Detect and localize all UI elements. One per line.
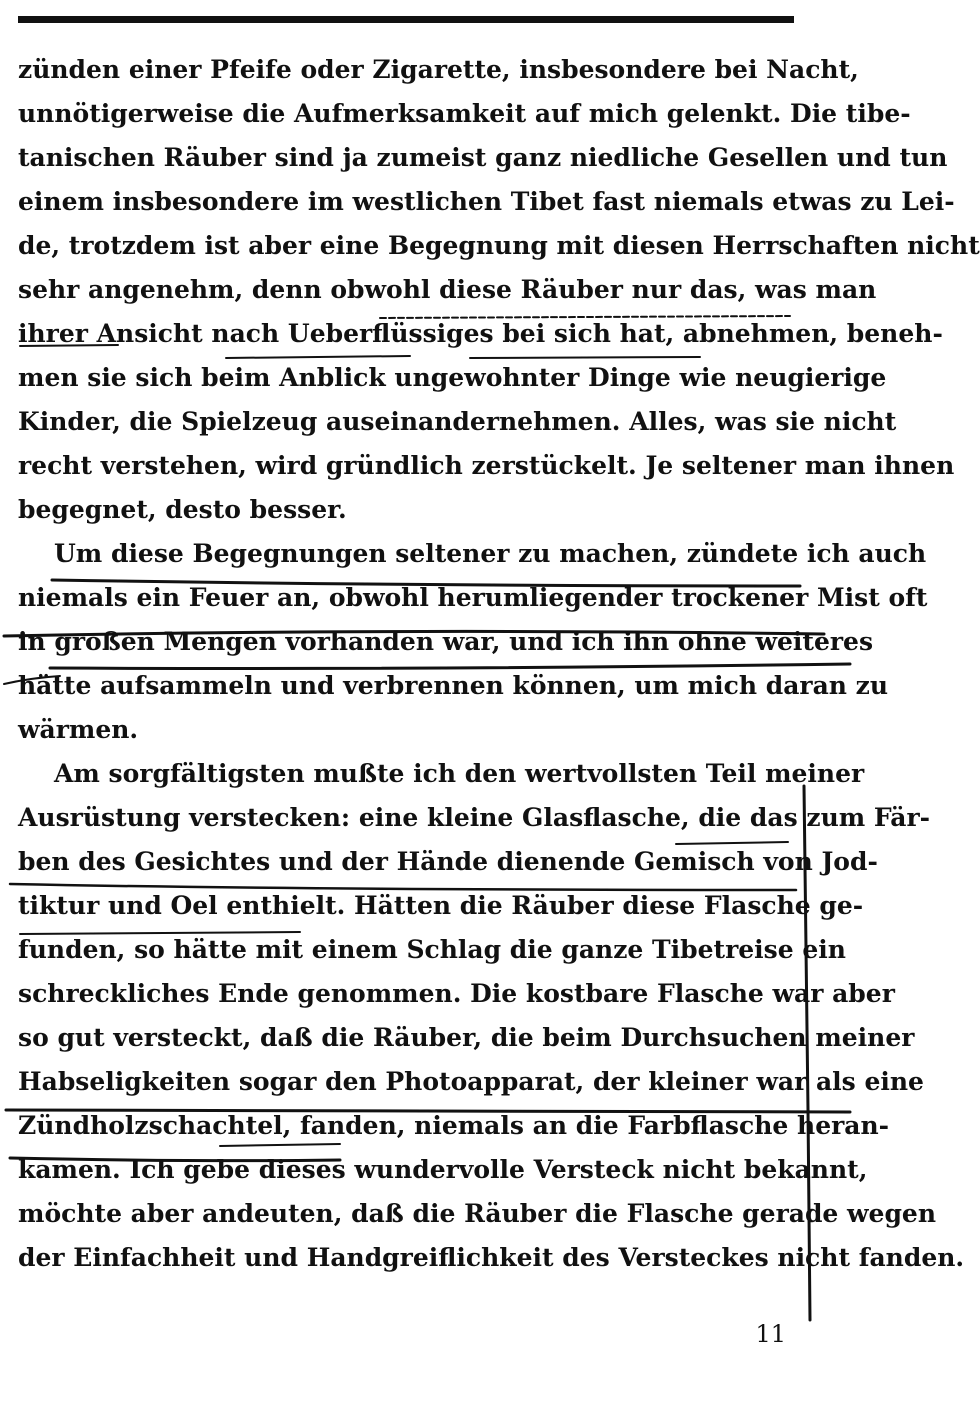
paragraph-3 [18,752,965,1280]
text-line: hätte aufsammeln und verbrennen können, um mich daran zu [18,671,889,700]
text-block [18,48,980,1280]
text-line: unnötigerweise die Aufmerksamkeit auf mich gelenkt. Die tibe- [18,99,911,128]
text-line: tanischen Räuber sind ja zumeist ganz niedliche Gesellen und tun [18,143,948,172]
text-line: wärmen. [18,715,139,744]
text-line: ihrer Ansicht nach Ueberflüssiges bei sich hat, abnehmen, beneh- [18,319,943,348]
text-line: funden, so hätte mit einem Schlag die ganze Tibetreise ein [18,935,846,964]
text-line: Habseligkeiten sogar den Photoapparat, der kleiner war als eine [18,1067,924,1096]
text-line: men sie sich beim Anblick ungewohnter Dinge wie neugierige [18,363,887,392]
text-line: kamen. Ich gebe dieses wundervolle Versteck nicht bekannt, [18,1155,868,1184]
text-line: schreckliches Ende genommen. Die kostbare Flasche war aber [18,979,895,1008]
text-line: ben des Gesichtes und der Hände dienende Gemisch von Jod- [18,847,878,876]
text-line: in großen Mengen vorhanden war, und ich ihn ohne weiteres [18,627,874,656]
text-line: möchte aber andeuten, daß die Räuber die Flasche gerade wegen [18,1199,937,1228]
text-line: so gut versteckt, daß die Räuber, die beim Durchsuchen meiner [18,1023,915,1052]
text-line: sehr angenehm, denn obwohl diese Räuber nur das, was man [18,275,877,304]
top-rule [18,16,794,23]
text-line: recht verstehen, wird gründlich zerstückelt. Je seltener man ihnen [18,451,955,480]
text-line: der Einfachheit und Handgreiflichkeit des Versteckes nicht fanden. [18,1243,965,1272]
text-line: Am sorgfältigsten mußte ich den wertvollsten Teil meiner [54,759,865,788]
text-line: de, trotzdem ist aber eine Begegnung mit diesen Herrschaften nicht [18,231,980,260]
text-line: einem insbesondere im westlichen Tibet fast niemals etwas zu Lei- [18,187,955,216]
paragraph-1 [18,48,980,532]
page-number: 11 [755,1320,786,1348]
text-line: Zündholzschachtel, fanden, niemals an die Farbflasche heran- [18,1111,890,1140]
text-line: zünden einer Pfeife oder Zigarette, insbesondere bei Nacht, [18,55,859,84]
text-line: begegnet, desto besser. [18,495,347,524]
paragraph-2 [18,532,928,752]
text-line: Kinder, die Spielzeug auseinandernehmen. Alles, was sie nicht [18,407,897,436]
text-line: Ausrüstung verstecken: eine kleine Glasflasche, die das zum Fär- [18,803,931,832]
text-line: tiktur und Oel enthielt. Hätten die Räuber diese Flasche ge- [18,891,864,920]
text-line: Um diese Begegnungen seltener zu machen, zündete ich auch [54,539,927,568]
text-line: niemals ein Feuer an, obwohl herumliegender trockener Mist oft [18,583,928,612]
